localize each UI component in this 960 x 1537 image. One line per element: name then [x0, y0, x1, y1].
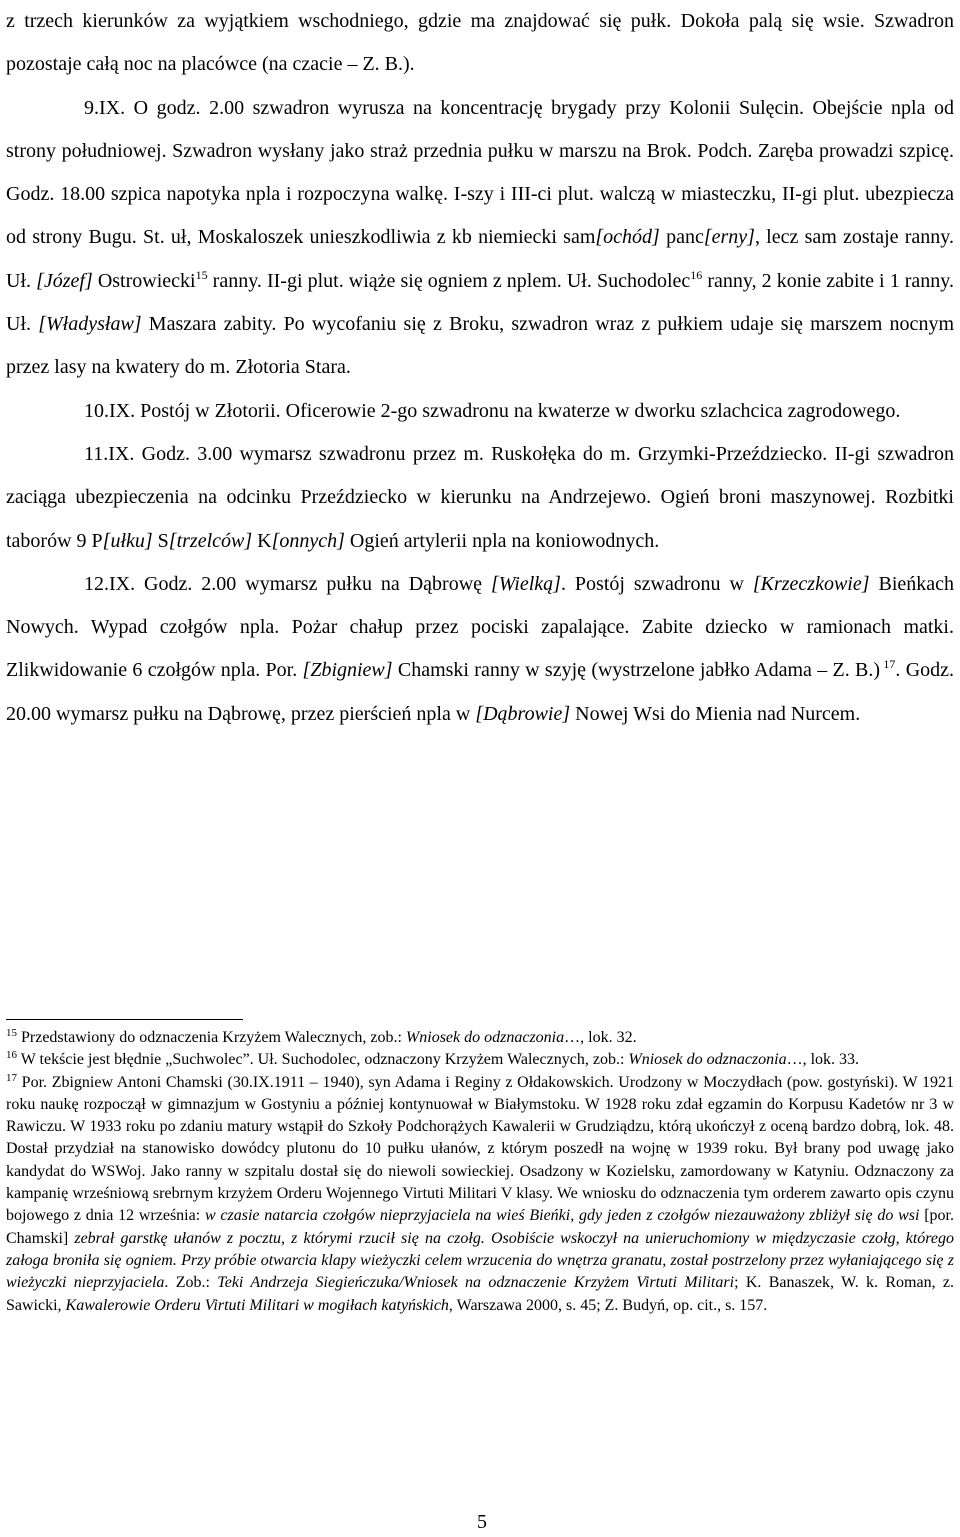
footnote-text: W tekście jest błędnie „Suchwolec”. Uł. Suchodolec, odznaczony Krzyżem Walecznych, zob.: Wniosek do odznaczonia…, lok. 33. — [17, 1051, 860, 1069]
document-page — [6, 0, 954, 736]
paragraph: 10.IX. Postój w Złotorii. Oficerowie 2-go szwadronu na kwaterze w dworku szlachcica zagrodowego. — [84, 399, 901, 422]
footnote-text: Przedstawiony do odznaczenia Krzyżem Walecznych, zob.: Wniosek do odznaczonia…, lok. 32. — [17, 1029, 637, 1046]
footnote — [6, 1072, 954, 1317]
paragraph: 9.IX. O godz. 2.00 szwadron wyrusza na koncentrację brygady przy Kolonii Sulęcin. Obejście npla od strony południowej. Szwadron wysłany jako straż przednia pułku w marszu na Brok. Podch. Zaręba prowadzi szpicę. Godz. 18.00 szpica napotyka npla i rozpoczyna walkę. I-szy i III-ci plut. walczą w miasteczku, II-gi plut. ubezpiecza od strony Bugu. St. uł, Moskaloszek unieszkodliwia z kb niemiecki sam[ochód] panc[erny], lecz sam zostaje ranny. Uł. [Józef] Ostrowiecki$^{15}$ ranny. II-gi plut. wiąże się ogniem z nplem. Uł. Suchodolec$^{16}$ ranny, 2 konie zabite i 1 ranny. Uł. [Władysław] Maszara zabity. Po wycofaniu się z Broku, szwadron wraz z pułkiem udaje się marszem nocnym przez lasy na kwatery do m. Złotoria Stara. — [6, 96, 955, 379]
footnote-number: 16 — [6, 1049, 17, 1062]
footnote-number: 15 — [6, 1027, 17, 1039]
main-text — [6, 0, 954, 736]
footnote-separator — [6, 1019, 243, 1020]
footnotes-section — [6, 1027, 954, 1317]
page-number: 5 — [477, 1511, 487, 1533]
footnote — [6, 1049, 954, 1071]
paragraph: z trzech kierunków za wyjątkiem wschodniego, gdzie ma znajdować się pułk. Dokoła palą się wsie. Szwadron pozostaje całą noc na placówce (na czacie – Z. B.). — [6, 10, 954, 76]
footnote — [6, 1027, 954, 1049]
paragraph: 12.IX. Godz. 2.00 wymarsz pułku na Dąbrowę [Wielką]. Postój szwadronu w [Krzeczkowie] Bieńkach Nowych. Wypad czołgów npla. Pożar chałup przez pociski zapalające. Zabite dziecko w ramionach matki. Zlikwidowanie 6 czołgów npla. Por. [Zbigniew] Chamski ranny w szyję (wystrzelone jabłko Adama – Z. B.) $^{17}$. Godz. 20.00 wymarsz pułku na Dąbrowę, przez pierścień npla w [Dąbrowie] Nowej Wsi do Mienia nad Nurcem. — [6, 572, 955, 725]
footnote-text: Por. Zbigniew Antoni Chamski (30.IX.1911 – 1940), syn Adama i Reginy z Ołdakowskich. Urodzony w Moczydłach (pow. gostyński). W 1921 roku naukę rozpoczął w gimnazjum w Gostyniu a później kontynuował w Białymstoku. W 1928 roku zdał egzamin do Korpusu Kadetów nr 3 w Rawiczu. W 1933 roku po zdaniu matury wstąpił do Szkoły Podchorążych Kawalerii w Grudziądzu, którą ukończył z oceną bardzo dobrą, lok. 48. Dostał przydział na stanowisko dowódcy plutonu do 10 pułku ułanów, z którym poszedł na wojnę w 1939 roku. Był brany pod uwagę jako kandydat do WSWoj. Jako ranny w szpitalu dostał się do niewoli sowieckiej. Osadzony w Kozielsku, zamordowany w Katyniu. Odznaczony za kampanię wrześniową srebrnym krzyżem Orderu Wojennego Virtuti Militari V klasy. We wniosku do odznaczenia tym orderem zawarto opis czynu bojowego z dnia 12 września: w czasie natarcia czołgów nieprzyjaciela na wieś Bieńki, gdy jeden z czołgów niezauważony zbliżył się do wsi [por. Chamski] zebrał garstkę ułanów z pocztu, z którymi rzucił się na czołg. Osobiście wskoczył na unieruchomiony w międzyczasie czołg, którego załoga broniła się ogniem. Przy próbie otwarcia klapy wieżyczki celem wrzucenia do wnętrza granatu, został postrzelony przez wyłaniającego się z wieżyczki nieprzyjaciela. Zob.: Teki Andrzeja Siegieńczuka/Wniosek na odznaczenie Krzyżem Virtuti Militari; K. Banaszek, W. k. Roman, z. Sawicki, Kawalerowie Orderu Virtuti Militari w mogiłach katyńskich, Warszawa 2000, s. 45; Z. Budyń, op. cit., s. 157. — [6, 1073, 955, 1314]
paragraph: 11.IX. Godz. 3.00 wymarsz szwadronu przez m. Ruskołęka do m. Grzymki-Przeździecko. II-gi szwadron zaciąga ubezpieczenia na odcinku Przeździecko w kierunku na Andrzejewo. Ogień broni maszynowej. Rozbitki taborów 9 P[ułku] S[trzelców] K[onnych] Ogień artylerii npla na koniowodnych. — [6, 442, 954, 552]
footnote-number: 17 — [6, 1071, 17, 1084]
